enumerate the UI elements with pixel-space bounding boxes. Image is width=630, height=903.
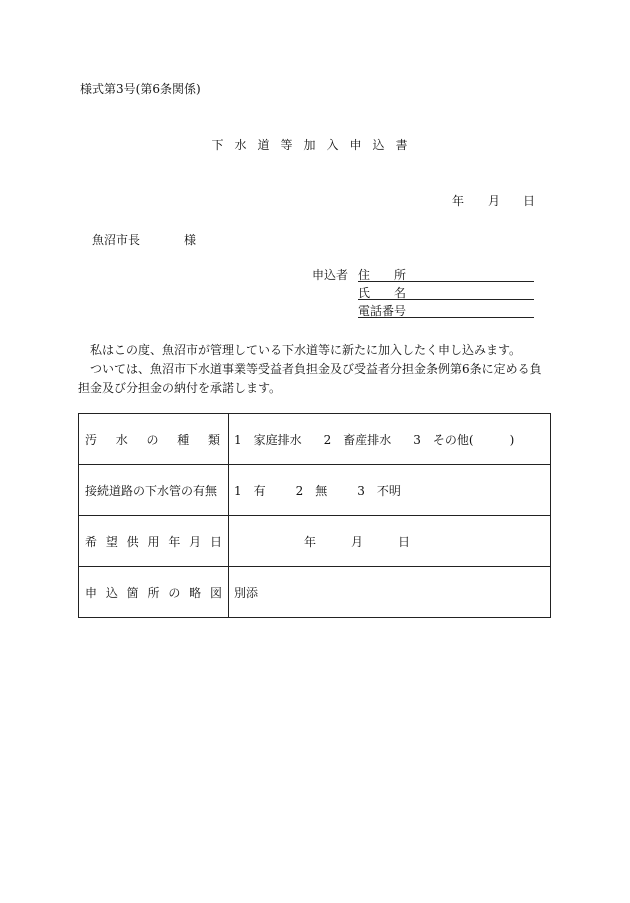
form-number: 様式第3号(第6条関係) xyxy=(80,82,201,96)
label-char: の xyxy=(146,432,159,447)
addressee xyxy=(92,231,197,248)
service-month-label: 月 xyxy=(351,534,364,549)
body-paragraph: 私はこの度、魚沼市が管理している下水道等に新たに加入したく申し込みます。 xyxy=(90,343,522,357)
sewage-type-label xyxy=(79,414,229,465)
applicant-phone-label: 電話番号 xyxy=(358,304,407,318)
label-char: 込 xyxy=(105,585,118,600)
option-livestock[interactable]: 2 畜産排水 xyxy=(323,432,392,447)
label-char: 申 xyxy=(85,585,98,600)
label-char: 日 xyxy=(209,534,222,549)
option-no[interactable]: 2 無 xyxy=(295,483,328,498)
option-unknown[interactable]: 3 不明 xyxy=(357,483,401,498)
addressee-suffix: 様 xyxy=(184,233,197,247)
label-char: 略 xyxy=(189,585,202,600)
service-date-label xyxy=(79,516,229,567)
date-year-label: 年 xyxy=(452,194,465,208)
applicant-phone-field[interactable] xyxy=(358,302,534,318)
application-table xyxy=(78,413,551,618)
location-map-label xyxy=(79,567,229,618)
label-char: 水 xyxy=(115,432,128,447)
label-char: 箇 xyxy=(126,585,139,600)
date-month-label: 月 xyxy=(488,194,501,208)
option-household[interactable]: 1 家庭排水 xyxy=(234,432,302,447)
label-char: 汚 xyxy=(85,432,98,447)
label-char: 用 xyxy=(147,534,160,549)
sewage-type-options[interactable] xyxy=(229,414,551,465)
label-char: 種 xyxy=(177,432,190,447)
applicant-address-label: 住 所 xyxy=(358,268,407,282)
date-day-label: 日 xyxy=(523,194,536,208)
applicant-label: 申込者 xyxy=(312,268,349,282)
sewer-pipe-options[interactable] xyxy=(229,465,551,516)
service-day-label: 日 xyxy=(398,534,411,549)
option-yes[interactable]: 1 有 xyxy=(234,483,266,498)
location-map-value: 別添 xyxy=(229,567,551,618)
applicant-name-field[interactable] xyxy=(358,284,534,300)
option-other[interactable]: 3 その他( ) xyxy=(413,432,515,447)
label-char: 所 xyxy=(147,585,160,600)
label-char: 希 xyxy=(85,534,98,549)
service-year-label: 年 xyxy=(304,534,317,549)
applicant-address-field[interactable] xyxy=(358,266,534,282)
label-char: 類 xyxy=(207,432,220,447)
label-char: 年 xyxy=(168,534,181,549)
applicant-name-label: 氏 名 xyxy=(358,286,407,300)
label-char: 図 xyxy=(209,585,222,600)
table-row xyxy=(79,414,551,465)
label-char: 月 xyxy=(189,534,202,549)
body-paragraph: ついては、魚沼市下水道事業等受益者負担金及び受益者分担金条例第6条に定める負担金及び分担金の納付を承諾します。 xyxy=(78,362,542,395)
service-date-field[interactable] xyxy=(229,516,551,567)
sewer-pipe-label: 接続道路の下水管の有無 xyxy=(79,465,229,516)
label-char: 供 xyxy=(126,534,139,549)
label-char: 望 xyxy=(105,534,118,549)
document-title: 下水道等加入申込書 xyxy=(211,138,419,152)
table-row xyxy=(79,465,551,516)
table-row xyxy=(79,516,551,567)
table-row xyxy=(79,567,551,618)
body-text xyxy=(78,341,550,398)
label-char: の xyxy=(168,585,181,600)
addressee-name: 魚沼市長 xyxy=(92,233,141,247)
